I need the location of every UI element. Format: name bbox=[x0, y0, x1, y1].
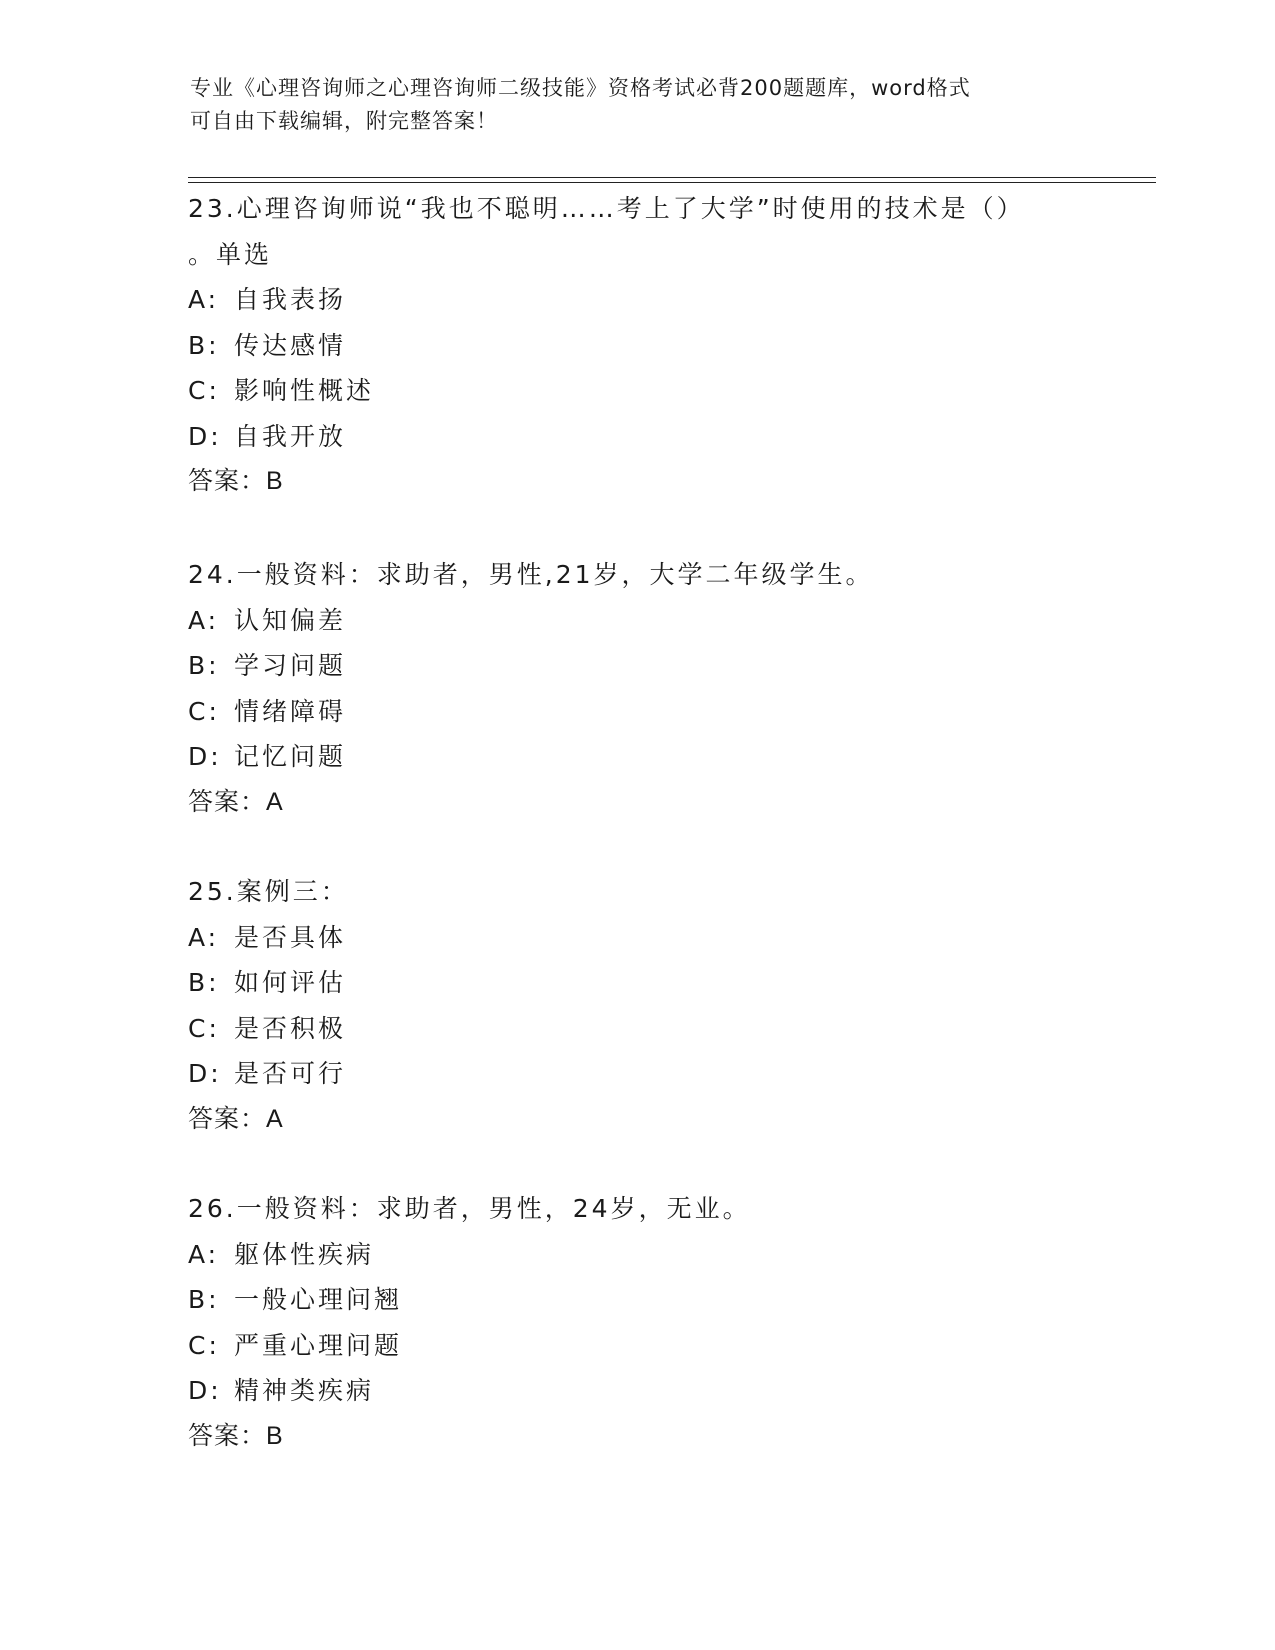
header-line-1: 专业《心理咨询师之心理咨询师二级技能》资格考试必背200题题库，word格式 bbox=[190, 76, 971, 100]
header-rule-bottom bbox=[188, 182, 1156, 183]
answer-line: 答案：B bbox=[188, 1421, 284, 1450]
option-letter: B: bbox=[188, 968, 220, 997]
option-text: 严重心理问题 bbox=[234, 1330, 403, 1360]
option-letter: A: bbox=[188, 1239, 220, 1269]
option-a bbox=[188, 915, 1088, 961]
option-d bbox=[188, 734, 1088, 780]
option-a bbox=[188, 598, 1088, 644]
option-letter: D: bbox=[188, 742, 222, 771]
option-b bbox=[188, 323, 1088, 369]
question-24 bbox=[188, 552, 1088, 825]
answer-line: 答案：A bbox=[188, 1104, 284, 1133]
question-stem: 25.案例三： bbox=[188, 877, 349, 906]
option-letter: A: bbox=[188, 605, 220, 635]
option-letter: D: bbox=[188, 1059, 222, 1088]
option-text: 记忆问题 bbox=[234, 742, 347, 771]
question-stem-continuation: 。单选 bbox=[188, 239, 273, 269]
option-d bbox=[188, 1051, 1088, 1097]
question-stem: 23.心理咨询师说“我也不聪明……考上了大学”时使用的技术是（） bbox=[188, 194, 1025, 223]
option-b bbox=[188, 960, 1088, 1006]
option-text: 自我表扬 bbox=[234, 285, 347, 314]
question-stem: 26.一般资料：求助者，男性，24岁，无业。 bbox=[188, 1194, 751, 1223]
question-23 bbox=[188, 186, 1088, 505]
option-letter: D: bbox=[188, 1376, 222, 1405]
header-rule-top bbox=[188, 177, 1156, 178]
option-text: 自我开放 bbox=[234, 421, 347, 451]
option-text: 如何评估 bbox=[234, 968, 347, 997]
option-text: 是否可行 bbox=[234, 1059, 347, 1088]
option-letter: A: bbox=[188, 285, 220, 314]
option-c bbox=[188, 1323, 1088, 1369]
header-line-2: 可自由下载编辑，附完整答案！ bbox=[190, 109, 498, 133]
document-header bbox=[190, 72, 1090, 138]
option-b bbox=[188, 1277, 1088, 1323]
option-letter: D: bbox=[188, 421, 222, 451]
option-letter: A: bbox=[188, 922, 220, 952]
option-text: 是否积极 bbox=[234, 1013, 347, 1043]
option-letter: C: bbox=[188, 1013, 220, 1043]
option-letter: C: bbox=[188, 1330, 220, 1360]
option-text: 情绪障碍 bbox=[234, 696, 347, 726]
option-text: 一般心理问翘 bbox=[234, 1285, 403, 1314]
question-26 bbox=[188, 1186, 1088, 1459]
question-25 bbox=[188, 869, 1088, 1142]
question-stem: 24.一般资料：求助者，男性,21岁，大学二年级学生。 bbox=[188, 560, 874, 589]
option-letter: B: bbox=[188, 1285, 220, 1314]
option-letter: B: bbox=[188, 651, 220, 680]
option-text: 躯体性疾病 bbox=[234, 1239, 375, 1269]
option-text: 传达感情 bbox=[234, 330, 347, 360]
option-letter: B: bbox=[188, 330, 220, 360]
answer-line: 答案：B bbox=[188, 467, 284, 495]
option-b bbox=[188, 643, 1088, 689]
option-d bbox=[188, 1368, 1088, 1414]
option-letter: C: bbox=[188, 696, 220, 726]
option-c bbox=[188, 368, 1088, 414]
answer-line: 答案：A bbox=[188, 787, 284, 816]
option-c bbox=[188, 689, 1088, 735]
option-text: 影响性概述 bbox=[234, 376, 375, 405]
option-text: 是否具体 bbox=[234, 922, 347, 952]
option-letter: C: bbox=[188, 376, 220, 405]
option-d bbox=[188, 414, 1088, 460]
option-text: 精神类疾病 bbox=[234, 1376, 375, 1405]
option-c bbox=[188, 1006, 1088, 1052]
option-text: 学习问题 bbox=[234, 651, 347, 680]
option-text: 认知偏差 bbox=[234, 605, 347, 635]
option-a bbox=[188, 277, 1088, 323]
option-a bbox=[188, 1232, 1088, 1278]
